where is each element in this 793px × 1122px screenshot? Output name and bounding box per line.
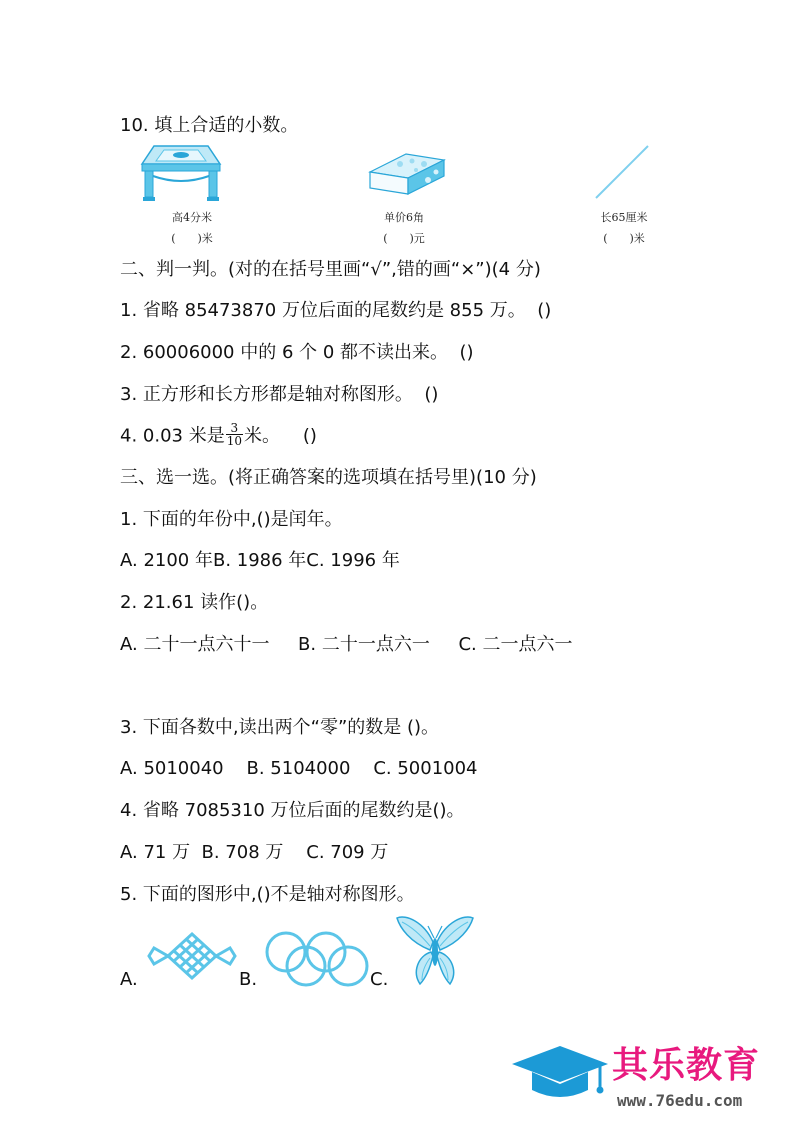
- q10-title: 10. 填上合适的小数。: [120, 115, 299, 136]
- eraser-caption: 单价6角: [384, 211, 424, 224]
- logo-url: www.76edu.com: [617, 1091, 743, 1110]
- fraction-numerator: 3: [226, 422, 243, 435]
- line-caption: 长65厘米: [600, 211, 648, 224]
- fraction: [226, 422, 243, 447]
- fraction-denominator: 10: [226, 434, 242, 448]
- section3-q4-options: A. 71 万 B. 708 万 C. 709 万: [120, 842, 389, 863]
- option-a-label: A.: [120, 969, 138, 990]
- logo-name: 其乐教育: [612, 1045, 761, 1086]
- section2-q3: 3. 正方形和长方形都是轴对称图形。 (): [120, 384, 439, 405]
- section2-q1: 1. 省略 85473870 万位后面的尾数约是 855 万。 (): [120, 300, 552, 321]
- eraser-blank: ( )元: [383, 232, 425, 245]
- section3-q2: 2. 21.61 读作()。: [120, 592, 269, 613]
- section3-q2-options: A. 二十一点六十一 B. 二十一点六一 C. 二一点六一: [120, 634, 573, 655]
- q4-suffix: 米。 (): [243, 425, 317, 447]
- graduation-cap-icon: [510, 1044, 610, 1106]
- line-blank: ( )米: [603, 232, 645, 245]
- line-image: [592, 142, 652, 202]
- section3-q1: 1. 下面的年份中,()是闰年。: [120, 509, 343, 530]
- table-caption: 高4分米: [172, 211, 212, 224]
- q4-prefix: 4. 0.03 米是: [120, 425, 225, 447]
- section2-title: 二、判一判。(对的在括号里画“√”,错的画“×”)(4 分): [120, 259, 541, 280]
- section2-q4: [120, 421, 317, 449]
- section3-q5: 5. 下面的图形中,()不是轴对称图形。: [120, 884, 415, 905]
- section3-q3-options: A. 5010040 B. 5104000 C. 5001004: [120, 758, 478, 779]
- section3-q1-options: A. 2100 年B. 1986 年C. 1996 年: [120, 550, 400, 571]
- section3-title: 三、选一选。(将正确答案的选项填在括号里)(10 分): [120, 467, 537, 488]
- butterfly-image: [394, 912, 476, 988]
- table-image: [140, 142, 222, 206]
- section3-q4: 4. 省略 7085310 万位后面的尾数约是()。: [120, 800, 465, 821]
- section3-q3: 3. 下面各数中,读出两个“零”的数是 ()。: [120, 717, 440, 738]
- eraser-image: [366, 150, 448, 196]
- table-blank: ( )米: [171, 232, 213, 245]
- chinese-knot-image: [146, 930, 238, 982]
- section2-q2: 2. 60006000 中的 6 个 0 都不读出来。 (): [120, 342, 474, 363]
- option-b-label: B.: [239, 969, 258, 990]
- olympic-rings-image: [264, 930, 370, 988]
- option-c-label: C.: [370, 969, 389, 990]
